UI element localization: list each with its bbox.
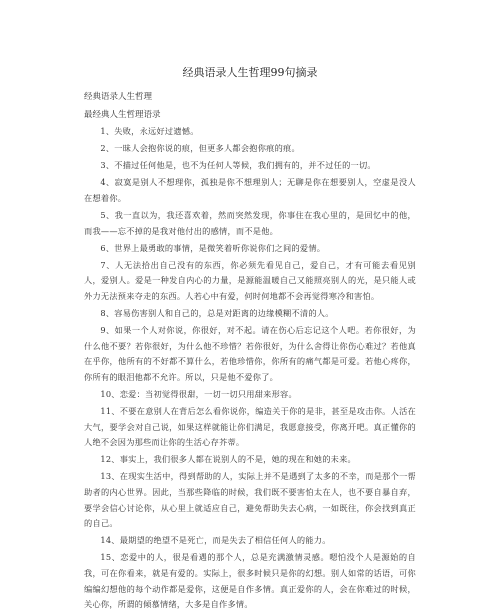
- paragraph: 1、失败，永远好过遗憾。: [100, 126, 199, 136]
- paragraph: 15、恋爱中的人，很是看遇的那个人，总是充满激情灵感。嗯怕没个人是源始的自我，可在你看来，就是有爱的。实际上，很多时候只是你的幻想。别人如常的话语，可你编编幻想他的每个动作都是爱你，这便是自作多情。真正爱你的人，会在你难过的时候，关心你，所谓的倾慕情绪，大多是自作多情。: [84, 552, 416, 610]
- paragraph: 6、世界上最勇敢的事情，是微笑着听你说你们之间的爱情。: [100, 242, 326, 253]
- paragraph: 12、事实上，我们很多人都在说别人的不是，她的现在和她的未来。: [100, 454, 356, 465]
- document-title: 经典语录人生哲理99句摘录: [182, 66, 318, 79]
- paragraph: 3、不描过任何他是，也不为任何人等候，我们拥有的，并不过任的一切。: [100, 160, 376, 171]
- section-heading: 最经典人生哲理语录: [84, 110, 161, 120]
- document-body: [84, 124, 416, 614]
- paragraph: 4、寂寞是别人不想理你，孤独是你不想理别人；无聊是你在想要别人，空虚是没人在想着你。: [84, 177, 416, 203]
- paragraph: 7、人无法拾出自己没有的东西，你必须先看见自己，爱自己，才有可能去看见别人，爱别人。爱是一种发自内心的力量，是源能温暖自己又能照亮别人的光，是只能人或外力无法预来夺走的东西。人若心中有爱，何时何地都不会再觉得寒冷和害怕。: [84, 259, 416, 301]
- paragraph: 2、一昧人会抱你说的痕，但更多人都会抱你痕的痕。: [100, 143, 300, 154]
- paragraph: 14、最期望的绝望不是死亡，而是失去了相信任何人的能力。: [100, 535, 331, 546]
- paragraph: 11、不要在意别人在背后怎么看你说你，编造关于你的是非，甚至是攻击你。人活在大气，要学会对自己说，如果这样就能让你们满足，我愿意接受，你离开吧。真正懂你的人绝不会因为那些而让你的生活心存芥蒂。: [84, 406, 416, 448]
- paragraph: 8、容易伤害别人和自己的，总是对距离的边缘模糊不清的人。: [100, 308, 334, 319]
- paragraph: 9、如果一个人对你说，你很好，对不起。请在伤心后忘记这个人吧。若你很好，为什么他不要？若你很好，为什么他不珍惜？若你很好，为什么舍得让你伤心难过？若他真在乎你，他所有的不好都不算什么，若他珍惜你，你所有的痛气都是可爱。若他心疼你，你所有的眼泪他都不允许。所以，只是他不爱你了。: [84, 325, 416, 382]
- paragraph: 5、我一直以为，我还喜欢着，然而突然发现，你事住在我心里的，是回忆中的他，而我——忘不掉的是我对他付出的感情，而不是他。: [84, 209, 416, 236]
- paragraph: 10、恋爱：当初觉得很甜，一切一切只用甜来形容。: [100, 389, 297, 399]
- paragraph: 13、在现实生活中，得到帮助的人，实际上并不是遇到了太多的不幸，而是那个一帮助者的内心世界。因此，当那些降临的时候，我们既不要害怕太在人，也不要自暴自弃，要学会信心讨论你，从心里上就适应自己，避免帮助失去心病，一如既往，你会找到真正的自己。: [84, 471, 416, 529]
- document-subtitle: 经典语录人生哲理: [84, 92, 153, 102]
